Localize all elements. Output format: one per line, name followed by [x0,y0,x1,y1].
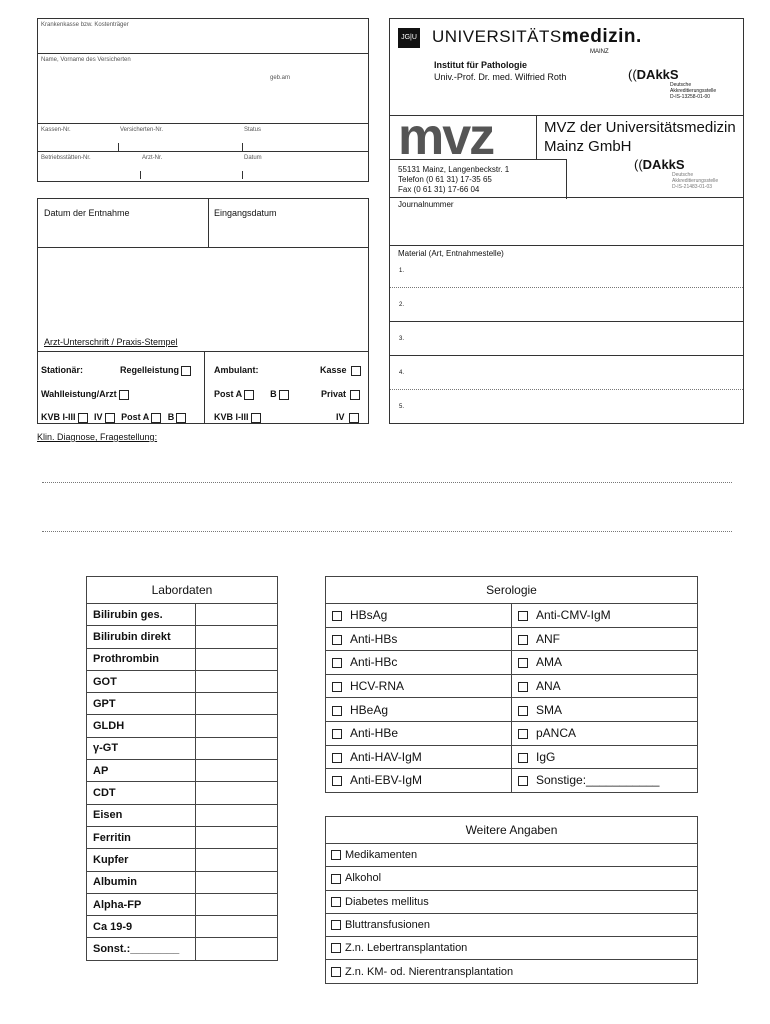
labordaten-row [87,938,278,960]
serologie-checkbox[interactable] [332,658,342,668]
weitere-checkbox[interactable] [331,874,341,884]
telefon: Telefon (0 61 31) 17-35 65 [398,175,492,184]
jgu-logo: JG|U [398,28,420,48]
ambulant-iv-option: IV [336,412,359,423]
versicherten-nr-label: Versicherten-Nr. [120,127,164,133]
serologie-checkbox[interactable] [332,611,342,621]
stationaer-kvb-checkbox[interactable] [78,413,88,423]
serologie-item: Anti-HBe [326,721,512,745]
labordaten-row [87,871,278,893]
labordaten-value-cell[interactable] [196,938,278,960]
labordaten-row [87,648,278,670]
arzt-nr-label: Arzt-Nr. [142,155,163,161]
institution-header [389,18,744,198]
fax: Fax (0 61 31) 17-66 04 [398,185,480,194]
serologie-row [326,674,698,698]
arzt-unterschrift-label: Arzt-Unterschrift / Praxis-Stempel [44,337,178,347]
serologie-checkbox[interactable] [332,682,342,692]
kostentraeger-label: Krankenkasse bzw. Kostenträger [41,22,129,28]
eingangsdatum-label: Eingangsdatum [214,208,277,218]
serologie-item: HCV-RNA [326,674,512,698]
serologie-checkbox[interactable] [332,729,342,739]
weitere-row [326,844,698,867]
ambulant-kvb-option: KVB I-III [214,412,261,423]
mvz-name-line2: Mainz GmbH [544,138,632,155]
labordaten-value-cell[interactable] [196,893,278,915]
dakks-logo-2: ((DAkkS Deutsche Akkreditierungsstelle D-IS-21483-01-03 [634,157,719,190]
kasse-checkbox[interactable] [351,366,361,376]
serologie-item: Anti-HBc [326,651,512,675]
serologie-checkbox[interactable] [332,706,342,716]
serologie-item: IgG [512,745,698,769]
serologie-checkbox[interactable] [518,729,528,739]
labordaten-row [87,804,278,826]
mainz-label: MAINZ [590,49,609,55]
labordaten-label: GOT [87,670,196,692]
serologie-item: Anti-EBV-IgM [326,769,512,793]
serologie-item: AMA [512,651,698,675]
material-label: Material (Art, Entnahmestelle) [398,249,504,258]
serologie-item: pANCA [512,721,698,745]
stationaer-kvb-row: KVB I-III IV Post A B [41,412,186,423]
kasse-option: Kasse [320,365,361,376]
material-item-4: 4. [399,370,405,376]
labordaten-value-cell[interactable] [196,604,278,626]
name-label: Name, Vorname des Versicherten [41,57,131,63]
weitere-row [326,937,698,960]
labordaten-label: γ-GT [87,737,196,759]
labordaten-row [87,715,278,737]
weitere-item: Alkohol [326,867,698,890]
labordaten-row [87,826,278,848]
kassen-nr-label: Kassen-Nr. [41,127,71,133]
labordaten-label: Sonst.:________ [87,938,196,960]
dakks-logo: ((DAkkS Deutsche Akkreditierungsstelle D-IS-13258-01-00 [628,67,717,100]
labordaten-label: Eisen [87,804,196,826]
serologie-checkbox[interactable] [518,658,528,668]
labordaten-label: Albumin [87,871,196,893]
serologie-row [326,769,698,793]
status-label: Status [244,127,262,133]
labordaten-label: CDT [87,782,196,804]
labordaten-row [87,737,278,759]
weitere-row [326,867,698,890]
labordaten-value-cell[interactable] [196,626,278,648]
labordaten-label: Bilirubin ges. [87,604,196,626]
ambulant-posta-option: Post A B [214,389,289,400]
labordaten-row [87,693,278,715]
serologie-row [326,627,698,651]
serologie-row [326,721,698,745]
weitere-checkbox[interactable] [331,897,341,907]
labordaten-value-cell[interactable] [196,648,278,670]
serologie-item: Anti-HAV-IgM [326,745,512,769]
privat-option: Privat [321,389,360,400]
address: 55131 Mainz, Langenbeckstr. 1 [398,165,510,174]
entnahme-box [37,198,369,424]
labordaten-row [87,893,278,915]
weitere-item: Diabetes mellitus [326,890,698,913]
institut-title: Institut für Pathologie [434,60,527,70]
labordaten-value-cell[interactable] [196,804,278,826]
weitere-checkbox[interactable] [331,967,341,977]
weitere-angaben-table [325,816,698,984]
material-item-5: 5. [399,404,405,410]
labordaten-value-cell[interactable] [196,670,278,692]
weitere-angaben-title: Weitere Angaben [326,817,698,844]
labordaten-label: Kupfer [87,849,196,871]
serologie-checkbox[interactable] [332,776,342,786]
material-item-3: 3. [399,336,405,342]
labordaten-row [87,849,278,871]
weitere-checkbox[interactable] [331,943,341,953]
privat-checkbox[interactable] [350,390,360,400]
labordaten-row [87,782,278,804]
diagnose-label: Klin. Diagnose, Fragestellung: [37,432,158,442]
labordaten-label: GLDH [87,715,196,737]
serologie-item: Anti-HBs [326,627,512,651]
labordaten-value-cell[interactable] [196,849,278,871]
labordaten-row [87,604,278,626]
serologie-row [326,745,698,769]
serologie-checkbox[interactable] [518,611,528,621]
labordaten-value-cell[interactable] [196,760,278,782]
labordaten-table [86,576,278,961]
weitere-row [326,890,698,913]
journalnummer-label: Journalnummer [398,200,454,209]
diagnose-line-2[interactable] [42,531,732,532]
labordaten-value-cell[interactable] [196,737,278,759]
regelleistung-checkbox[interactable] [181,366,191,376]
labordaten-label: AP [87,760,196,782]
labordaten-value-cell[interactable] [196,782,278,804]
weitere-item: Z.n. KM- od. Nierentransplantation [326,960,698,983]
prof-name: Univ.-Prof. Dr. med. Wilfried Roth [434,72,567,82]
serologie-item: ANF [512,627,698,651]
labordaten-label: Ca 19-9 [87,916,196,938]
stationaer-iv-checkbox[interactable] [105,413,115,423]
journal-material-box [389,197,744,424]
serologie-checkbox[interactable] [332,635,342,645]
labordaten-row [87,760,278,782]
serologie-row [326,651,698,675]
labordaten-row [87,916,278,938]
labordaten-row [87,670,278,692]
serologie-row [326,698,698,722]
serologie-item: HBsAg [326,604,512,628]
datum-label: Datum [244,155,262,161]
mvz-logo: mvz [398,108,494,166]
labordaten-label: GPT [87,693,196,715]
regelleistung-option: Regelleistung [120,365,191,376]
serologie-item: Sonstige:___________ [512,769,698,793]
ambulant-kvb-checkbox[interactable] [251,413,261,423]
labordaten-label: Prothrombin [87,648,196,670]
labordaten-value-cell[interactable] [196,693,278,715]
serologie-row [326,604,698,628]
weitere-item: Medikamenten [326,844,698,867]
serologie-item: SMA [512,698,698,722]
wahlleistung-option: Wahlleistung/Arzt [41,389,129,400]
betriebsstaetten-label: Betriebsstätten-Nr. [41,155,91,161]
weitere-item: Bluttransfusionen [326,913,698,936]
labordaten-label: Ferritin [87,826,196,848]
weitere-item: Z.n. Lebertransplantation [326,937,698,960]
weitere-row [326,913,698,936]
labordaten-title: Labordaten [87,577,278,604]
entnahme-datum-label: Datum der Entnahme [44,208,130,218]
serologie-checkbox[interactable] [518,706,528,716]
serologie-checkbox[interactable] [518,682,528,692]
stationaer-posta-checkbox[interactable] [151,413,161,423]
labordaten-value-cell[interactable] [196,715,278,737]
serologie-checkbox[interactable] [518,635,528,645]
unimedizin-logo: UNIVERSITÄTSmedizin. [432,26,642,47]
ambulant-b-checkbox[interactable] [279,390,289,400]
weitere-row [326,960,698,983]
serologie-item: HBeAg [326,698,512,722]
labordaten-value-cell[interactable] [196,916,278,938]
mvz-name-line1: MVZ der Universitätsmedizin [544,119,736,136]
labordaten-row [87,626,278,648]
serologie-table [325,576,698,793]
material-item-2: 2. [399,302,405,308]
labordaten-value-cell[interactable] [196,871,278,893]
serologie-item: ANA [512,674,698,698]
labordaten-value-cell[interactable] [196,826,278,848]
weitere-checkbox[interactable] [331,850,341,860]
diagnose-line-1[interactable] [42,482,732,483]
geb-label: geb.am [270,75,291,81]
stationaer-label: Stationär: [41,365,84,375]
material-item-1: 1. [399,268,405,274]
ambulant-posta-checkbox[interactable] [244,390,254,400]
serologie-checkbox[interactable] [518,753,528,763]
serologie-checkbox[interactable] [332,753,342,763]
serologie-title: Serologie [326,577,698,604]
stationaer-b-checkbox[interactable] [176,413,186,423]
wahlleistung-checkbox[interactable] [119,390,129,400]
patient-box [37,18,369,182]
serologie-checkbox[interactable] [518,776,528,786]
weitere-checkbox[interactable] [331,920,341,930]
ambulant-iv-checkbox[interactable] [349,413,359,423]
ambulant-label: Ambulant: [214,365,259,375]
labordaten-label: Bilirubin direkt [87,626,196,648]
serologie-item: Anti-CMV-IgM [512,604,698,628]
labordaten-label: Alpha-FP [87,893,196,915]
